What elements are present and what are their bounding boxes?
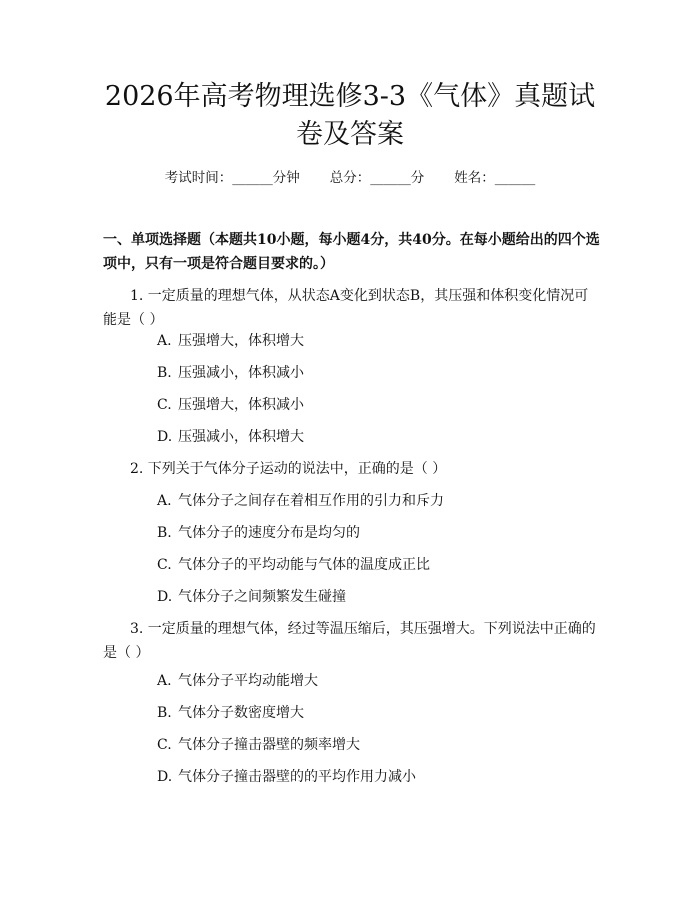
option-letter: A. [157,673,172,689]
option-text: 气体分子之间频繁发生碰撞 [178,589,346,605]
option-letter: C. [157,737,172,753]
question-3-stem: 3. 一定质量的理想气体，经过等温压缩后，其压强增大。下列说法中正确的是（ ） [103,621,596,661]
exam-info-line [0,168,700,188]
option-text: 压强减小，体积减小 [178,365,304,381]
option-text: 气体分子撞击器壁的的平均作用力减小 [178,769,416,785]
question-1-option-c [157,393,597,417]
question-3-option-d [157,765,597,789]
option-letter: B. [157,705,172,721]
question-2-option-b [157,521,597,545]
option-text: 压强增大，体积减小 [178,397,304,413]
question-3-option-c [157,733,597,757]
question-1-stem: 1. 一定质量的理想气体，从状态A变化到状态B，其压强和体积变化情况可能是（ ） [103,288,589,328]
option-text: 气体分子的平均动能与气体的温度成正比 [178,557,430,573]
question-3-option-a [157,669,597,693]
option-text: 压强增大，体积增大 [178,333,304,349]
option-text: 气体分子平均动能增大 [178,673,318,689]
option-text: 气体分子的速度分布是均匀的 [178,525,360,541]
option-letter: B. [157,365,172,381]
total-score-field: 总分：______分 [329,170,425,186]
option-letter: A. [157,493,172,509]
option-letter: C. [157,397,172,413]
student-name-field: 姓名：______ [454,170,536,186]
question-1-option-a [157,329,597,353]
section-heading: 一、单项选择题（本题共10小题，每小题4分，共40分。在每小题给出的四个选项中，只有一项是符合题目要求的。） [103,232,600,272]
question-3-option-b [157,701,597,725]
option-letter: D. [157,429,173,445]
question-1-option-b [157,361,597,385]
exam-time-field: 考试时间：______分钟 [164,170,300,186]
question-2-option-c [157,553,597,577]
question-2-option-d [157,585,597,609]
question-2-stem: 2. 下列关于气体分子运动的说法中，正确的是（ ） [130,461,447,477]
option-text: 气体分子之间存在着相互作用的引力和斥力 [178,493,444,509]
option-letter: D. [157,769,173,785]
option-letter: B. [157,525,172,541]
option-letter: A. [157,333,172,349]
option-text: 压强减小，体积增大 [178,429,304,445]
document-title: 2026年高考物理选修3-3《气体》真题试卷及答案 [104,81,596,150]
option-letter: D. [157,589,173,605]
option-text: 气体分子撞击器壁的频率增大 [178,737,360,753]
option-text: 气体分子数密度增大 [178,705,304,721]
question-1-option-d [157,425,597,449]
option-letter: C. [157,557,172,573]
question-2-option-a [157,489,597,513]
